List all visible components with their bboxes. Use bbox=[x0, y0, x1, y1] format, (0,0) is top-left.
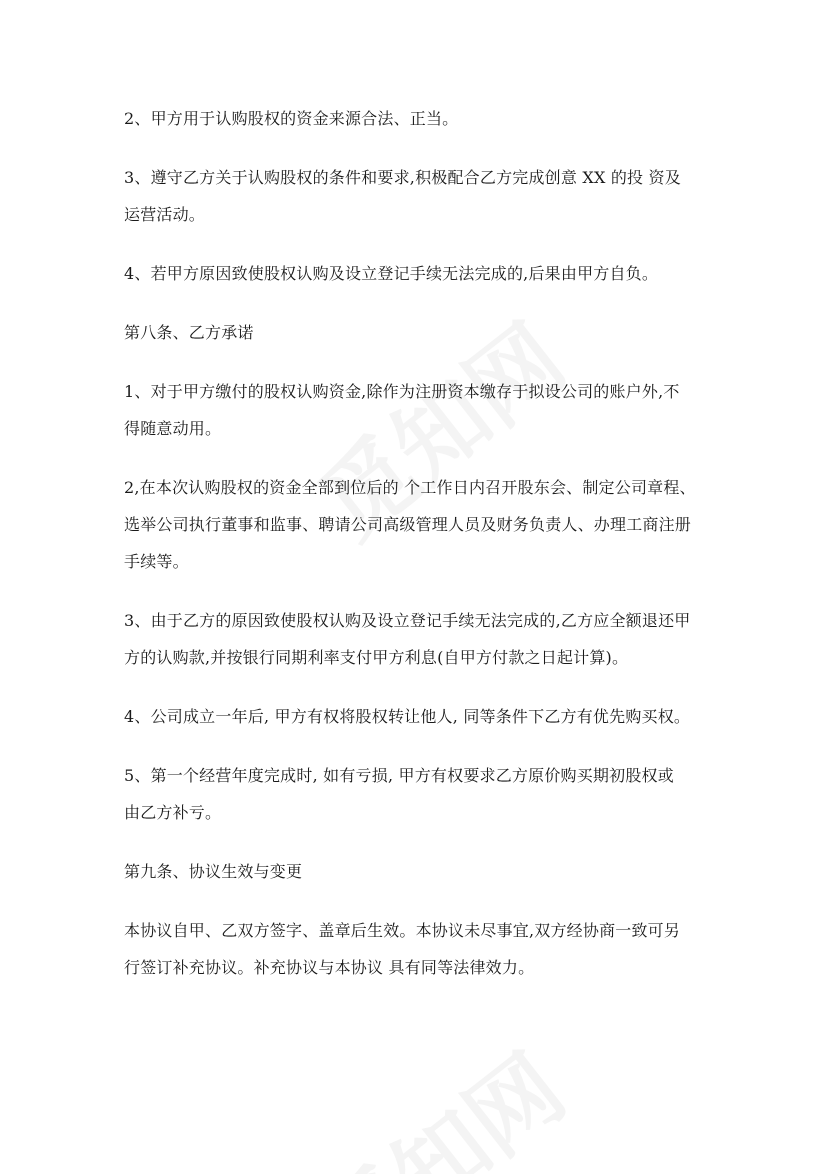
paragraph bbox=[124, 100, 710, 137]
paragraph-line: 1、对于甲方缴付的股权认购资金,除作为注册资本缴存于拟设公司的账户外,不 bbox=[124, 382, 680, 401]
paragraph-line: 4、公司成立一年后, 甲方有权将股权转让他人, 同等条件下乙方有优先购买权。 bbox=[124, 707, 691, 726]
paragraph bbox=[124, 255, 710, 292]
paragraph-line: 行签订补充协议。补充协议与本协议 具有同等法律效力。 bbox=[124, 958, 535, 977]
document-body bbox=[124, 100, 710, 1008]
paragraph-line: 5、第一个经营年度完成时, 如有亏损, 甲方有权要求乙方原价购买期初股权或 bbox=[124, 766, 674, 785]
paragraph-line: 3、遵守乙方关于认购股权的条件和要求,积极配合乙方完成创意 XX 的投 资及 bbox=[124, 168, 681, 187]
paragraph-line: 由乙方补亏。 bbox=[124, 803, 222, 822]
paragraph bbox=[124, 469, 710, 580]
paragraph-line: 4、若甲方原因致使股权认购及设立登记手续无法完成的,后果由甲方自负。 bbox=[124, 264, 659, 283]
paragraph-line: 运营活动。 bbox=[124, 205, 206, 224]
paragraph-line: 手续等。 bbox=[124, 552, 189, 571]
paragraph-line: 方的认购款,并按银行同期利率支付甲方利息(自甲方付款之日起计算)。 bbox=[124, 648, 629, 667]
paragraph bbox=[124, 757, 710, 831]
paragraph bbox=[124, 853, 710, 890]
paragraph-line: 得随意动用。 bbox=[124, 419, 222, 438]
paragraph bbox=[124, 314, 710, 351]
paragraph-line: 2、甲方用于认购股权的资金来源合法、正当。 bbox=[124, 109, 459, 128]
watermark bbox=[289, 1019, 588, 1174]
paragraph-line: 第八条、乙方承诺 bbox=[124, 323, 254, 342]
paragraph bbox=[124, 602, 710, 676]
paragraph bbox=[124, 912, 710, 986]
paragraph-line: 选举公司执行董事和监事、聘请公司高级管理人员及财务负责人、办理工商注册 bbox=[124, 515, 692, 534]
paragraph bbox=[124, 373, 710, 447]
paragraph bbox=[124, 698, 710, 735]
paragraph bbox=[124, 159, 710, 233]
paragraph-line: 第九条、协议生效与变更 bbox=[124, 862, 303, 881]
paragraph-line: 2,在本次认购股权的资金全部到位后的 个工作日内召开股东会、制定公司章程、 bbox=[124, 478, 696, 497]
paragraph-line: 3、由于乙方的原因致使股权认购及设立登记手续无法完成的,乙方应全额退还甲 bbox=[124, 611, 691, 630]
paragraph-line: 本协议自甲、乙双方签字、盖章后生效。本协议未尽事宜,双方经协商一致可另 bbox=[124, 921, 681, 940]
